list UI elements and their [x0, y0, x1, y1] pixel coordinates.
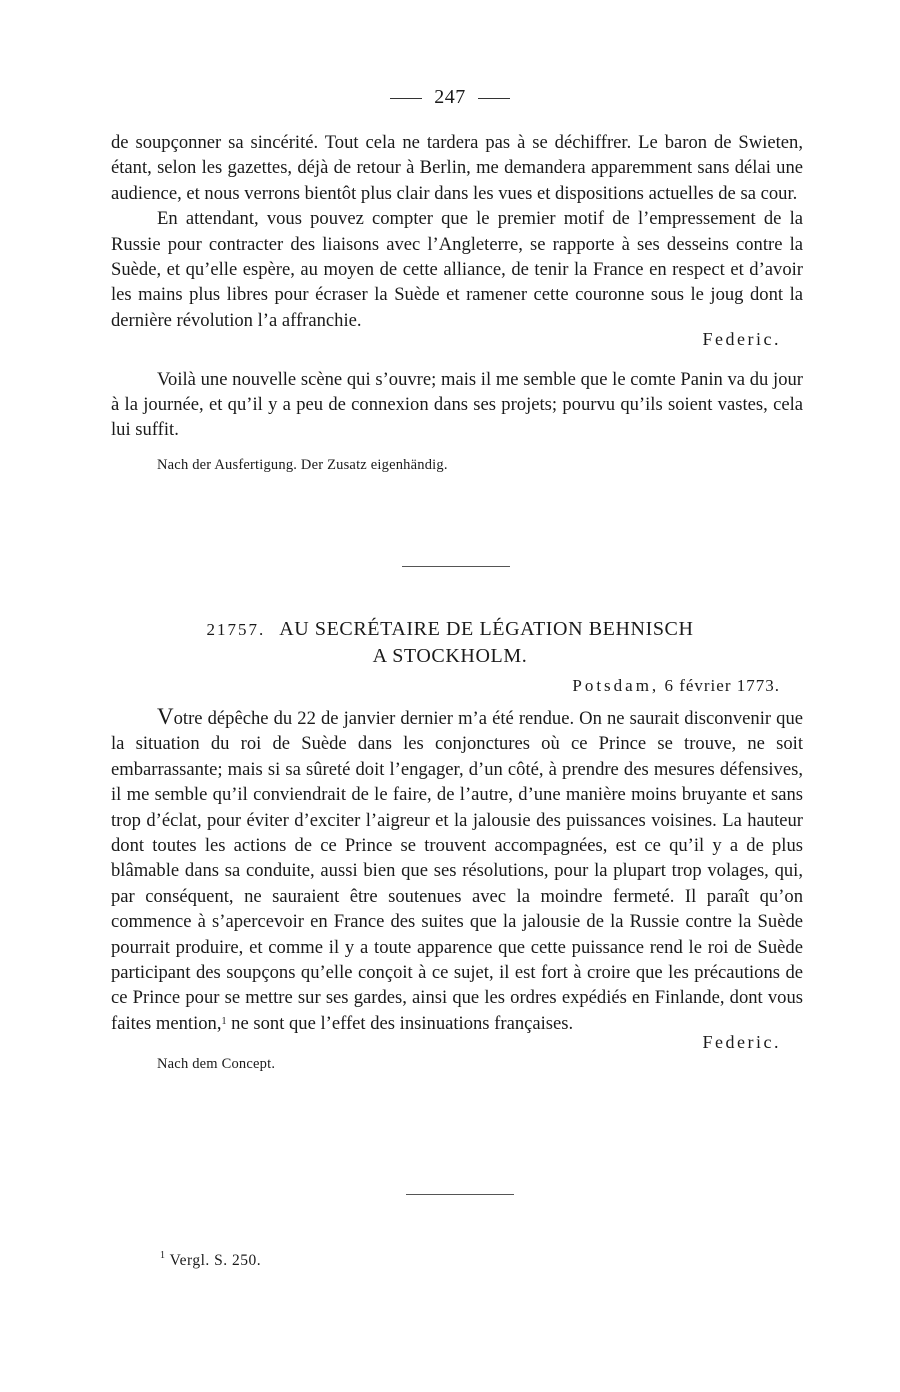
letter2-text-part-2: ne sont que l’effet des insinuations françaises. [226, 1012, 574, 1034]
letter1-postscript: Voilà une nouvelle scène qui s’ouvre; mais il me semble que le comte Panin va du jour à la journée, et qu’il y a peu de connexion dans ses projets; pourvu qu’ils soient vastes, cela lui suffit. [111, 368, 803, 441]
letter2-heading [0, 616, 900, 669]
separator-rule-2 [406, 1194, 514, 1195]
letter2-date-place: Potsdam, [572, 676, 660, 695]
letter2-recipient: AU SECRÉTAIRE DE LÉGATION BEHNISCH [279, 618, 694, 640]
footnote-text: Vergl. S. 250. [169, 1252, 262, 1269]
footnote [160, 1252, 261, 1270]
letter1-source-note: Nach der Ausfertigung. Der Zusatz eigenhändig. [157, 456, 448, 473]
letter2-body [111, 704, 803, 1077]
letter1-signature: Federic. [702, 329, 781, 350]
page-number-dash-left [390, 98, 422, 99]
footnote-marker: 1 [160, 1250, 166, 1261]
page-number-text: 247 [434, 86, 466, 108]
separator-rule-1 [402, 566, 510, 567]
letter2-dropcap: V [157, 704, 174, 729]
letter2-paragraph [111, 704, 803, 1036]
letter1-paragraph-1: de soupçonner sa sincérité. Tout cela ne tardera pas à se déchiffrer. Le baron de Swieten, étant, selon les gazettes, déjà de retour à Berlin, me demandera apparemment sans délai une audience, et nous verrons bientôt plus clair dans les vues et dispositions actuelles de sa cour. [111, 132, 803, 204]
letter2-dateline [572, 676, 780, 696]
letter2-heading-line-2: A STOCKHOLM. [372, 645, 528, 667]
letter1-body [111, 130, 803, 478]
page-number-dash-right [478, 98, 510, 99]
letter2-date: 6 février 1773. [664, 676, 780, 695]
letter1-paragraph-2: En attendant, vous pouvez compter que le premier motif de l’empressement de la Russie pour contracter des liaisons avec l’Angleterre, se rapporte à ses desseins contre la Suède, et qu’elle espère, au moyen de cette alliance, de tenir la France en respect et d’avoir les mains plus libres pour écraser la Suède et ramener cette couronne sous le joug dont la dernière révolution l’a affranchie. [111, 208, 803, 331]
letter2-signature: Federic. [702, 1032, 781, 1053]
letter2-heading-line-1 [0, 616, 900, 643]
letter2-text-part-1: otre dépêche du 22 de janvier dernier m’a été rendue. On ne saurait disconvenir que la situation du roi de Suède dans les conjonctures où ce Prince se trouve, ne soit embarrassante; mais si sa sûreté doit l’engager, d’un côté, à prendre des mesures défensives, il me semble qu’il conviendrait de le faire, de l’autre, d’une manière moins bruyante et sans trop d’éclat, pour éviter d’exciter l’aigreur et la jalousie des puissances voisines. La hauteur dont toutes les actions de ce Prince se trouvent accompagnées, est ce qu’il y a de plus blâmable dans sa conduite, aussi bien que ses résolutions, pour la plupart trop volages, qui, par conséquent, ne sauraient être soutenues avec la moindre fermeté. Il paraît qu’on commence à s’apercevoir en France des suites que la jalousie de la Russie contre la Suède pourrait produire, et comme il y a toute apparence que cette puissance rend le roi de Suède participant des soupçons qu’elle conçoit à ce sujet, il est fort à croire que les précautions de ce Prince pour se mettre sur ses gardes, ainsi que les ordres expédiés en Finlande, dont vous faites mention, [111, 708, 803, 1034]
page-number [0, 86, 900, 109]
footnote-reference: 1 [221, 1015, 227, 1027]
letter2-number: 21757. [206, 620, 266, 639]
letter2-source-note: Nach dem Concept. [157, 1055, 276, 1072]
